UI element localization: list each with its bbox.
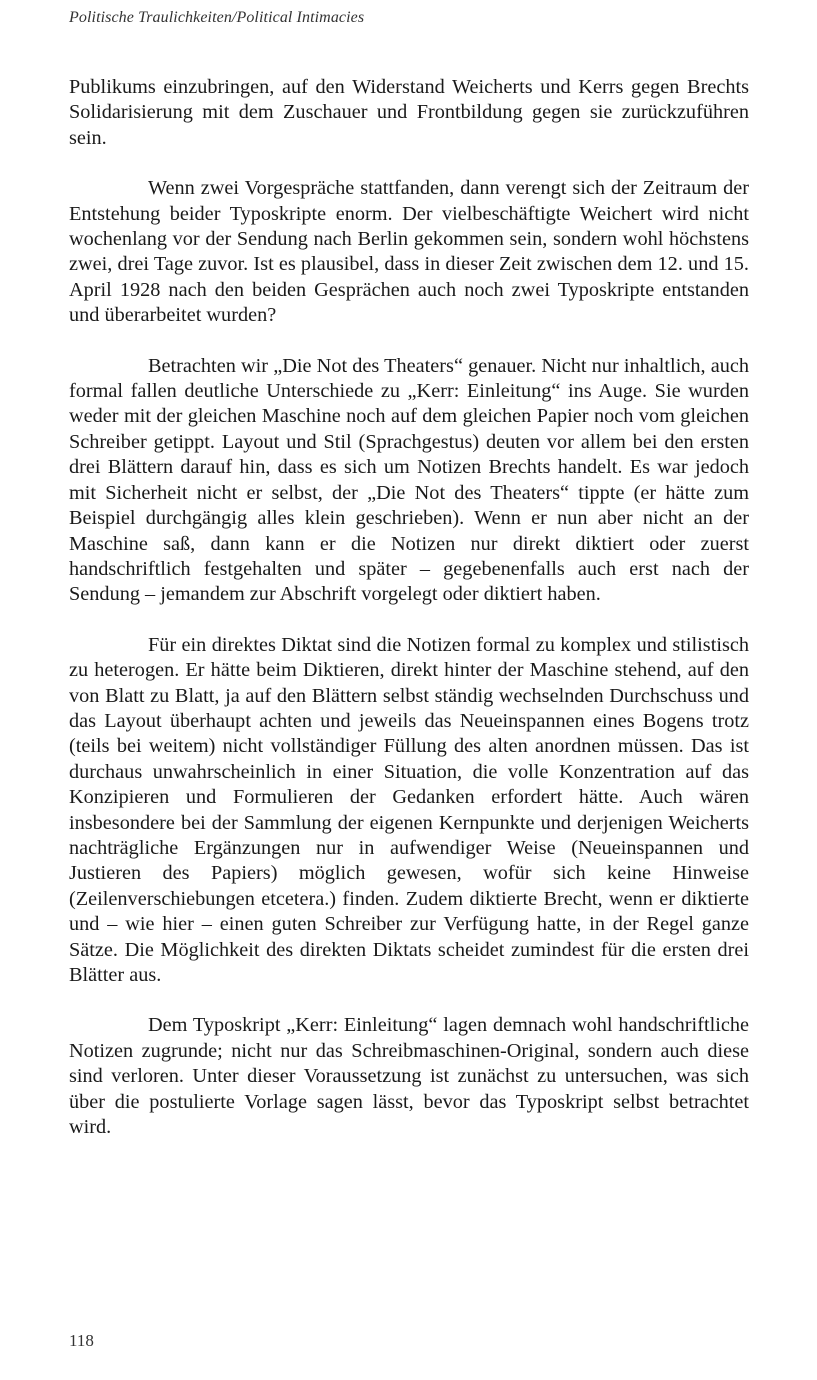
- paragraph-continuation: Publikums einzubringen, auf den Widerstand Weicherts und Kerrs gegen Brechts Solidarisierung mit dem Zuschauer und Frontbildung gegen sie zurückzuführen sein.: [69, 76, 749, 149]
- page-number: 118: [69, 1331, 94, 1350]
- body-text: [69, 75, 749, 1165]
- paragraph: Betrachten wir „Die Not des Theaters“ genauer. Nicht nur inhaltlich, auch formal fallen deutliche Unterschiede zu „Kerr: Einleitung“ ins Auge. Sie wurden weder mit der gleichen Maschine noch auf dem gleichen Papier noch vom gleichen Schreiber getippt. Layout und Stil (Sprachgestus) deuten vor allem bei den ersten drei Blättern darauf hin, dass es sich um Notizen Brechts handelt. Es war jedoch mit Sicherheit nicht er selbst, der „Die Not des Theaters“ tippte (er hätte zum Beispiel durchgängig alles klein geschrieben). Wenn er nun aber nicht an der Maschine saß, dann kann er die Notizen nur direkt diktiert oder zuerst handschriftlich festgehalten und später – gegebenenfalls auch erst nach der Sendung – jemandem zur Abschrift vorgelegt oder diktiert haben.: [69, 354, 749, 606]
- paragraph: Für ein direktes Diktat sind die Notizen formal zu komplex und stilistisch zu heterogen. Er hätte beim Diktieren, direkt hinter der Maschine stehend, auf den von Blatt zu Blatt, ja auf den Blättern selbst ständig wechselnden Durchschuss und das Layout überhaupt achten und jeweils das Neueinspannen eines Bogens trotz (teils bei weitem) nicht vollständiger Füllung des alten anordnen müssen. Das ist durchaus unwahrscheinlich in einer Situation, die volle Konzentration auf das Konzipieren und Formulieren der Gedanken erfordert hätte. Auch wären insbesondere bei der Sammlung der eigenen Kernpunkte und derjenigen Weicherts nachträgliche Ergänzungen nur in aufwendiger Weise (Neueinspannen und Justieren des Papiers) möglich gewesen, wofür sich keine Hinweise (Zeilenverschiebungen etcetera.) finden. Zudem diktierte Brecht, wenn er diktierte und – wie hier – einen guten Schreiber zur Verfügung hatte, in der Regel ganze Sätze. Die Möglichkeit des direkten Diktats scheidet zumindest für die ersten drei Blätter aus.: [69, 633, 749, 986]
- running-head: Politische Traulichkeiten/Political Intimacies: [69, 9, 365, 26]
- paragraph: Wenn zwei Vorgespräche stattfanden, dann verengt sich der Zeitraum der Entstehung beider Typoskripte enorm. Der vielbeschäftigte Weichert wird nicht wochenlang vor der Sendung nach Berlin gekommen sein, sondern wohl höchstens zwei, drei Tage zuvor. Ist es plausibel, dass in dieser Zeit zwischen dem 12. und 15. April 1928 nach den beiden Gesprächen auch noch zwei Typoskripte entstanden und überarbeitet wurden?: [69, 177, 749, 327]
- paragraph: Dem Typoskript „Kerr: Einleitung“ lagen demnach wohl handschriftliche Notizen zugrunde; nicht nur das Schreibmaschinen-Original, sondern auch diese sind verloren. Unter dieser Voraussetzung ist zunächst zu untersuchen, was sich über die postulierte Vorlage sagen lässt, bevor das Typoskript selbst betrachtet wird.: [69, 1014, 749, 1139]
